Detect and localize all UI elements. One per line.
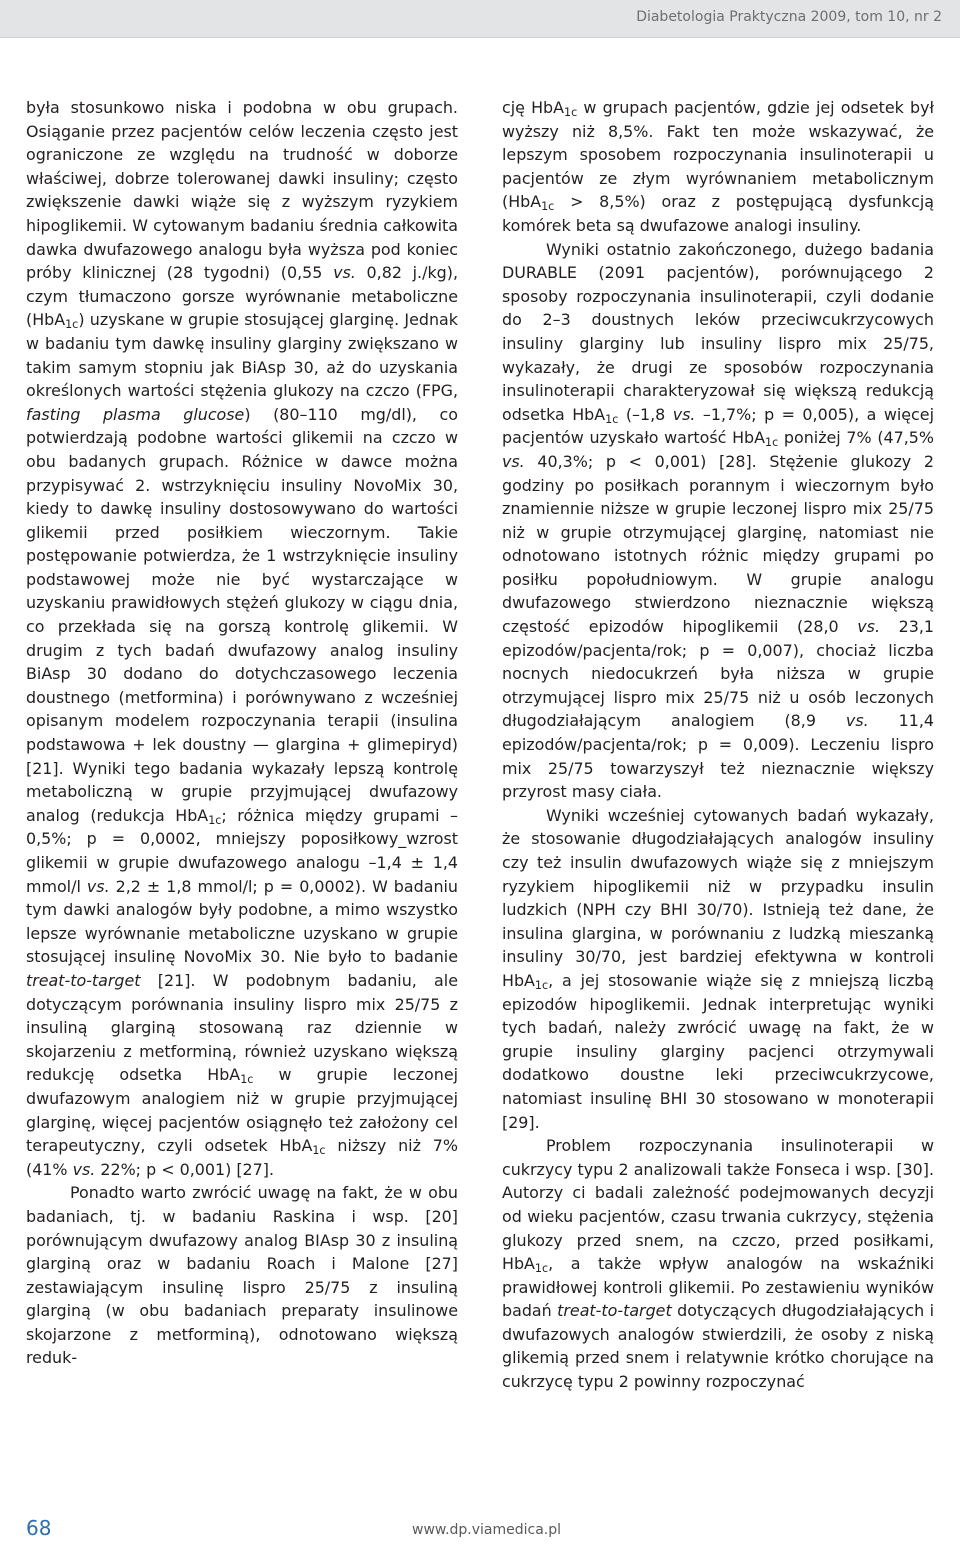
- text-column-right: [502, 96, 934, 1394]
- journal-header: [0, 0, 960, 38]
- text-column-left: [26, 96, 458, 1370]
- page-number: 68: [26, 1516, 52, 1540]
- footer-url: www.dp.viamedica.pl: [412, 1522, 562, 1538]
- paragraph: była stosunkowo niska i podobna w obu grupach. Osiąganie przez pacjentów celów leczenia często jest ograniczone ze względu na trudność w doborze właściwej, dobrze tolerowanej dawki insuliny; często zwiększenie dawki wiąże się z wyższym ryzykiem hipoglikemii. W cytowanym badaniu średnia całkowita dawka dwufazowego analogu była wyższa pod koniec próby klinicznej (28 tygodni) (0,55 vs. 0,82 j./kg), czym tłumaczono gorsze wyrównanie metaboliczne (HbA$_{1c}$) uzyskane w grupie stosującej glarginę. Jednak w badaniu tym dawkę insuliny glarginy zwiększano w takim samym stopniu jak BiAsp 30, aż do uzyskania określonych wartości stężenia glukozy na czczo (FPG, fasting plasma glucose) (80–110 mg/dl), co potwierdzają podobne wartości glikemii na czczo w obu badanych grupach. Różnice w dawce można przypisywać 2. wstrzyknięciu insuliny NovoMix 30, kiedy to dawkę insuliny dostosowywano do wartości glikemii przed posiłkiem wieczornym. Takie postępowanie potwierdza, że 1 wstrzyknięcie insuliny podstawowej może nie być wystarczające w uzyskaniu prawidłowych stężeń glukozy w ciągu dnia, co przekłada się na gorszą kontrolę glikemii. W drugim z tych badań dwufazowy analog insuliny BiAsp 30 dodano do dotychczasowego leczenia doustnego (metformina) i porównywano z wcześniej opisanym modelem rozpoczynania terapii (insulina podstawowa + lek doustny — glargina + glimepiryd) [21]. Wyniki tego badania wykazały lepszą kontrolę metaboliczną w grupie przyjmującej dwufazowy analog (redukcja HbA$_{1c}$; różnica między grupami –0,5%; p = 0,0002, mniejszy poposiłkowy_wzrost glikemii w grupie dwufazowego analogu –1,4 ± 1,4 mmol/l vs. 2,2 ± 1,8 mmol/l; p = 0,0002). W badaniu tym dawki analogów były podobne, a mimo wszystko lepsze wyrównanie metaboliczne uzyskano w grupie stosującej insulinę NovoMix 30. Nie było to badanie treat-to-target [21]. W podobnym badaniu, ale dotyczącym porównania insuliny lispro mix 25/75 z insuliną glarginą stosowaną raz dziennie w skojarzeniu z metforminą, również uzyskano większą redukcję odsetka HbA$_{1c}$ w grupie leczonej dwufazowym analogiem niż w grupie przyjmującej glarginę, więcej pacjentów osiągnęło też założony cel terapeutyczny, czyli odsetek HbA$_{1c}$ niższy niż 7% (41% vs. 22%; p < 0,001) [27].: [26, 98, 459, 1179]
- paragraph: Problem rozpoczynania insulinoterapii w cukrzycy typu 2 analizowali także Fonseca i wsp. [30]. Autorzy ci badali zależność podejmowanych decyzji od wieku pacjentów, czasu trwania cukrzycy, stężenia glukozy przed snem, na czczo, przed posiłkami, HbA$_{1c}$, a także wpływ analogów na wskaźniki prawidłowej kontroli glikemii. Po zestawieniu wyników badań treat-to-target dotyczących długodziałających i dwufazowych analogów stwierdzili, że osoby z niską glikemią przed snem i relatywnie krótko chorujące na cukrzycę typu 2 powinny rozpoczynać: [502, 1136, 934, 1392]
- paragraph: Ponadto warto zwrócić uwagę na fakt, że w obu badaniach, tj. w badaniu Raskina i wsp. [20] porównującym dwufazowy analog BIAsp 30 z insuliną glarginą oraz w badaniu Roach i Malone [27] zestawiającym insulinę lispro 25/75 z insuliną glarginą (w obu badaniach preparaty insulinowe skojarzone z metforminą), odnotowano większą reduk-: [26, 1183, 458, 1368]
- paragraph: cję HbA$_{1c}$ w grupach pacjentów, gdzie jej odsetek był wyższy niż 8,5%. Fakt ten może wskazywać, że lepszym sposobem rozpoczynania insulinoterapii u pacjentów ze złym wyrównaniem metabolicznym (HbA$_{1c}$ > 8,5%) oraz z postępującą dysfunkcją komórek beta są dwufazowe analogi insuliny.: [502, 98, 934, 235]
- paragraph: Wyniki wcześniej cytowanych badań wykazały, że stosowanie długodziałających analogów insuliny czy też insulin dwufazowych wiąże się z mniejszym ryzykiem hipoglikemii niż w przypadku insulin ludzkich (NPH czy BHI 30/70). Istnieją też dane, że insulina glargina, w porównaniu z ludzką mieszanką insuliny 30/70, jest bardziej efektywna w kontroli HbA$_{1c}$, a jej stosowanie wiąże się z mniejszą liczbą epizodów hipoglikemii. Jednak interpretując wyniki tych badań, należy zwrócić uwagę na fakt, że w grupie insuliny glarginy pacjenci otrzymywali dodatkowo doustne leki przeciwcukrzycowe, natomiast insulinę BHI 30 stosowano w monoterapii [29].: [502, 805, 934, 1132]
- journal-title: Diabetologia Praktyczna 2009, tom 10, nr 2: [636, 9, 942, 25]
- paragraph: Wyniki ostatnio zakończonego, dużego badania DURABLE (2091 pacjentów), porównującego 2 sposoby rozpoczynania insulinoterapii, czyli dodanie do 2–3 doustnych leków przeciwcukrzycowych insuliny glarginy lub insuliny lispro mix 25/75, wykazały, że drugi ze sposobów rozpoczynania insulinoterapii charakteryzował się większą redukcją odsetka HbA$_{1c}$ (–1,8 vs. –1,7%; p = 0,005), a więcej pacjentów uzyskało wartość HbA$_{1c}$ poniżej 7% (47,5% vs. 40,3%; p < 0,001) [28]. Stężenie glukozy 2 godziny po posiłkach porannym i wieczornym było znamiennie niższe w grupie leczonej lispro mix 25/75 niż w grupie otrzymującej glarginę, natomiast nie odnotowano istotnych różnic między grupami po posiłku popołudniowym. W grupie analogu dwufazowego stwierdzono nieznacznie większą częstość epizodów hipoglikemii (28,0 vs. 23,1 epizodów/pacjenta/rok; p = 0,007), chociaż liczba nocnych niedocukrzeń była niższa w grupie otrzymującej lispro mix 25/75 niż u osób leczonych długodziałającym analogiem (8,9 vs. 11,4 epizodów/pacjenta/rok; p = 0,009). Leczeniu lispro mix 25/75 towarzyszył też nieznacznie większy przyrost masy ciała.: [502, 239, 935, 802]
